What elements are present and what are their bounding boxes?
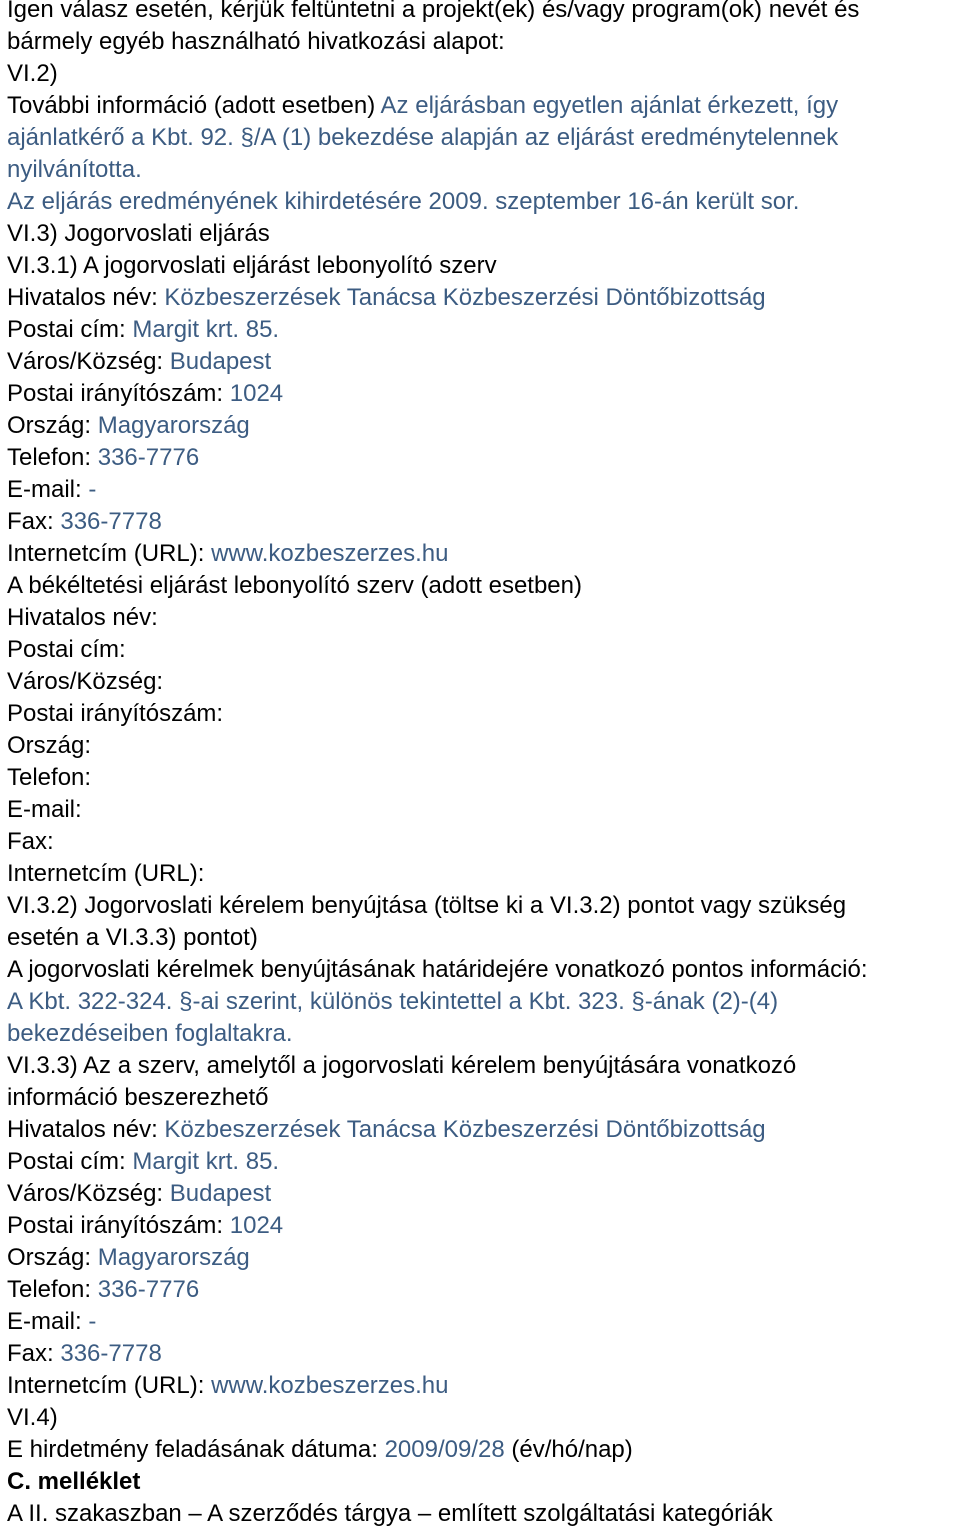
mediation-fax: Fax: [7, 828, 54, 855]
field-value: Margit krt. 85. [132, 316, 280, 343]
mediation-official-name: Hivatalos név: [7, 604, 158, 631]
body1-country [7, 410, 250, 442]
field-label: Város/Község: [7, 1180, 164, 1207]
body3-phone [7, 1274, 199, 1306]
body1-phone [7, 442, 199, 474]
field-label: Postai cím: [7, 1148, 126, 1175]
field-value: Margit krt. 85. [132, 1148, 280, 1175]
field-value: 1024 [229, 1212, 284, 1239]
body1-official-name [7, 282, 766, 314]
field-value: 336-7776 [97, 444, 200, 471]
field-label: Ország: [7, 1244, 92, 1271]
field-value: Budapest [169, 348, 272, 375]
url-link[interactable]: www.kozbeszerzes.hu [211, 1372, 449, 1399]
vi32-value-2: bekezdéseiben foglaltakra. [7, 1020, 293, 1047]
annex-subtitle: A II. szakaszban – A szerződés tárgya – említett szolgáltatási kategóriák [7, 1500, 773, 1527]
field-label: Internetcím (URL): [7, 540, 205, 567]
field-value: Budapest [169, 1180, 272, 1207]
body1-url [7, 538, 449, 570]
vi32-label: A jogorvoslati kérelmek benyújtásának határidejére vonatkozó pontos információ: [7, 956, 868, 983]
vi2-line-3: nyilvánította. [7, 156, 142, 183]
field-value: 1024 [229, 380, 284, 407]
intro-line-1: Igen válasz esetén, kérjük feltüntetni a projekt(ek) és/vagy program(ok) nevét és [7, 0, 860, 23]
field-label: Fax: [7, 508, 54, 535]
url-link[interactable]: www.kozbeszerzes.hu [211, 540, 449, 567]
vi3-heading: VI.3) Jogorvoslati eljárás [7, 220, 270, 247]
field-value: 336-7778 [60, 508, 162, 535]
field-label: Internetcím (URL): [7, 1372, 205, 1399]
body3-postcode [7, 1210, 283, 1242]
section-sign-icon: § [179, 988, 193, 1015]
field-label: Postai irányítószám: [7, 1212, 224, 1239]
body1-city [7, 346, 271, 378]
vi2-text-2: ajánlatkérő a Kbt. 92. [7, 124, 234, 151]
section-sign-icon: § [631, 988, 645, 1015]
vi31-heading: VI.3.1) A jogorvoslati eljárást lebonyolító szerv [7, 252, 497, 279]
vi32-heading-1: VI.3.2) Jogorvoslati kérelem benyújtása (töltse ki a VI.3.2) pontot vagy szükség [7, 892, 847, 919]
body1-postal-address [7, 314, 279, 346]
field-label: E-mail: [7, 1308, 82, 1335]
field-label: Telefon: [7, 444, 92, 471]
field-label: Ország: [7, 412, 92, 439]
field-value: Közbeszerzések Tanácsa Közbeszerzési Döntőbizottság [164, 1116, 766, 1143]
body3-postal-address [7, 1146, 279, 1178]
field-label: E-mail: [7, 476, 82, 503]
field-label: Fax: [7, 1340, 54, 1367]
body3-url [7, 1370, 449, 1402]
body3-country [7, 1242, 250, 1274]
field-label: Hivatalos név: [7, 284, 158, 311]
vi32-heading-2: esetén a VI.3.3) pontot) [7, 924, 258, 951]
field-label: Postai cím: [7, 316, 126, 343]
field-value: Közbeszerzések Tanácsa Közbeszerzési Döntőbizottság [164, 284, 766, 311]
body3-official-name [7, 1114, 766, 1146]
body1-fax [7, 506, 162, 538]
vi4-heading: VI.4) [7, 1404, 58, 1431]
body3-fax [7, 1338, 162, 1370]
intro-line-2: bármely egyéb használható hivatkozási alapot: [7, 28, 505, 55]
field-value: 336-7778 [60, 1340, 162, 1367]
vi4-suffix: (év/hó/nap) [511, 1436, 633, 1463]
vi2-line-2 [7, 122, 838, 154]
field-label: Telefon: [7, 1276, 92, 1303]
annex-title: C. melléklet [7, 1468, 141, 1495]
vi2-heading: VI.2) [7, 60, 58, 87]
field-value: 336-7776 [97, 1276, 200, 1303]
vi4-date: 2009/09/28 [384, 1436, 505, 1463]
vi2-text-1: Az eljárásban egyetlen ajánlat érkezett, így [380, 92, 839, 119]
body3-email [7, 1306, 96, 1338]
mediation-postal-address: Postai cím: [7, 636, 126, 663]
mediation-country: Ország: [7, 732, 92, 759]
mediation-heading: A békéltetési eljárást lebonyolító szerv (adott esetben) [7, 572, 582, 599]
body3-city [7, 1178, 271, 1210]
vi2-line-1 [7, 90, 838, 122]
vi32-value-part: -ai szerint, különös tekintettel a Kbt. 323. [192, 988, 625, 1015]
vi33-heading-1: VI.3.3) Az a szerv, amelytől a jogorvoslati kérelem benyújtására vonatkozó [7, 1052, 797, 1079]
mediation-email: E-mail: [7, 796, 82, 823]
body1-postcode [7, 378, 283, 410]
vi2-line-4: Az eljárás eredményének kihirdetésére 2009. szeptember 16-án került sor. [7, 188, 800, 215]
mediation-url: Internetcím (URL): [7, 860, 205, 887]
vi32-value-part: A Kbt. 322-324. [7, 988, 173, 1015]
vi4-label: E hirdetmény feladásának dátuma: [7, 1436, 378, 1463]
field-value: Magyarország [97, 412, 250, 439]
field-value: Magyarország [97, 1244, 250, 1271]
vi2-label: További információ (adott esetben) [7, 92, 376, 119]
mediation-phone: Telefon: [7, 764, 92, 791]
field-value: - [88, 1308, 97, 1335]
field-label: Város/Község: [7, 348, 164, 375]
vi33-heading-2: információ beszerezhető [7, 1084, 269, 1111]
vi32-value-1 [7, 986, 778, 1018]
vi4-date-line [7, 1434, 633, 1466]
mediation-city: Város/Község: [7, 668, 164, 695]
field-label: Hivatalos név: [7, 1116, 158, 1143]
field-value: - [88, 476, 97, 503]
mediation-postcode: Postai irányítószám: [7, 700, 224, 727]
field-label: Postai irányítószám: [7, 380, 224, 407]
section-sign-icon: § [240, 124, 254, 151]
vi32-value-part: -ának (2)-(4) [644, 988, 779, 1015]
body1-email [7, 474, 96, 506]
vi2-text-2b: /A (1) bekezdése alapján az eljárást eredménytelennek [253, 124, 839, 151]
